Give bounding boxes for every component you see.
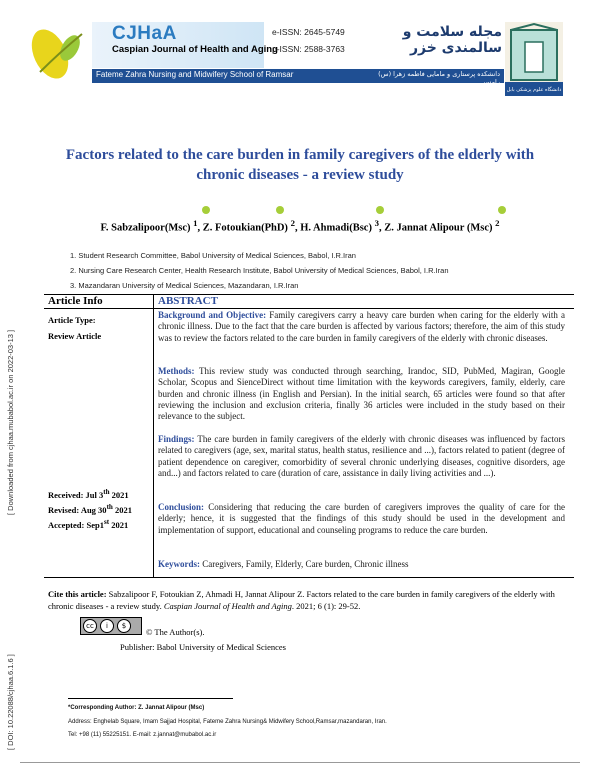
- doi-stamp[interactable]: [ DOI: 10.22088/cjhaa.6.1.6 ]: [6, 654, 15, 750]
- author-name: H. Ahmadi(Bsc): [300, 222, 372, 234]
- article-title: [60, 145, 540, 185]
- eissn: e-ISSN: 2645-5749: [272, 27, 345, 37]
- citation: Cite this article: Sabzalipoor F, Fotoukian Z, Ahmadi H, Jannat Alipour Z. Factors related to the care burden in family caregivers of the elderly with chronic diseases - a review study. Caspian Journal of Health and Aging. 2021; 6 (1): 29-52.: [48, 589, 555, 611]
- author-affiliation: 2: [495, 218, 500, 228]
- copyright: © The Author(s).: [146, 627, 205, 637]
- abstract-methods: Methods: This review study was conducted through searching, Irandoc, SID, PubMed, Magiran, Google Scholar, Scopus and SienceDirect without time limitation with the keywords caregivers, family, elderly, care burden and chronic illness (in English and Persian). In the initial search, 65 articles were found so that after reviewing the inclusion and exclusion criteria, finally 36 articles were included in the study based on their relevance to the subject.: [158, 366, 565, 422]
- article-info-heading: Article Info: [48, 295, 103, 307]
- corresponding-author: *Corresponding Author: Z. Jannat Alipour (Msc): [68, 705, 205, 711]
- pissn: p-ISSN: 2588-3763: [272, 44, 345, 54]
- abstract-keywords: Keywords: Caregivers, Family, Elderly, Care burden, Chronic illness: [158, 559, 409, 569]
- divider: [44, 294, 574, 295]
- affiliation: 1. Student Research Committee, Babol University of Medical Sciences, Babol, I.R.Iran: [70, 251, 356, 260]
- leaf-logo-icon: [30, 22, 90, 80]
- abstract-background: Background and Objective: Family caregivers carry a heavy care burden when caring for the elderly with a chronic illness. Due to the fact that the care burden is affected by various factors; therefore, the aim of this study was to review the factors related to the care burden in family caregivers of the elderly with chronic diseases.: [158, 310, 566, 343]
- footnote-rule: [68, 698, 233, 699]
- school-bar-persian: دانشکده پرستاری و مامایی فاطمه زهرا (س) رامسر: [378, 70, 500, 86]
- orcid-icon[interactable]: [202, 206, 210, 214]
- author-name: Z. Fotoukian(PhD): [202, 222, 288, 234]
- article-type-value: Review Article: [48, 331, 102, 341]
- school-bar-text: Fateme Zahra Nursing and Midwifery School of Ramsar: [96, 70, 294, 79]
- author-name: Z. Jannat Alipour (Msc): [384, 222, 493, 234]
- footnote-address: Address: Enghelab Square, Imam Sajjad Hospital, Fateme Zahra Nursing& Midwifery School,Ramsar,mazandaran, Iran.: [68, 719, 387, 725]
- article-type-label: Article Type:: [48, 315, 96, 325]
- nc-icon: $: [117, 619, 131, 633]
- university-emblem-icon: [505, 22, 563, 96]
- orcid-icon[interactable]: [498, 206, 506, 214]
- journal-name: Caspian Journal of Health and Aging: [112, 44, 278, 55]
- download-stamp: [ Downloaded from cjhaa.mubabol.ac.ir on 2022-03-13 ]: [6, 329, 15, 515]
- author-affiliation: 2: [290, 218, 295, 228]
- by-icon: i: [100, 619, 114, 633]
- divider: [44, 308, 574, 309]
- journal-logo: CJHaA: [112, 23, 177, 44]
- abstract-conclusion: Conclusion: Considering that reducing the care burden of caregivers improves the quality of care for the elderly; hence, it is suggested that the findings of this study should be used in the development and implementation of support, educational and counseling programs to reduce the care burden.: [158, 502, 565, 535]
- orcid-icon[interactable]: [276, 206, 284, 214]
- cc-license-badge[interactable]: [80, 617, 142, 635]
- accepted-date: Accepted: Sep1st 2021: [48, 518, 129, 530]
- title-line-2: chronic diseases - a review study: [196, 167, 404, 183]
- title-line-1: Factors related to the care burden in family caregivers of the elderly with: [65, 147, 535, 163]
- revised-date: Revised: Aug 30th 2021: [48, 503, 132, 515]
- affiliation: 2. Nursing Care Research Center, Health Research Institute, Babol University of Medical Sciences, Babol, I.R.Iran: [70, 266, 449, 275]
- publisher: Publisher: Babol University of Medical Sciences: [120, 642, 286, 652]
- abstract-findings: Findings: The care burden in family caregivers of the elderly with chronic diseases was influenced by factors related to caregivers (age, sex, marital status, health status, resilience and ...), factors related to patient (degree of patient dependence on caregiver, comorbidity of several chronic underlying diseases, cognitive disorders, age and...) and factors related to care (duration of care, assistance in daily living activities and ...).: [158, 434, 565, 478]
- emblem-caption: دانشگاه علوم پزشکی بابل: [506, 87, 562, 93]
- orcid-icon[interactable]: [376, 206, 384, 214]
- affiliation: 3. Mazandaran University of Medical Sciences, Mazandaran, I.R.Iran: [70, 281, 299, 290]
- cc-icon: cc: [83, 619, 97, 633]
- divider: [44, 577, 574, 578]
- author-affiliation: 3: [374, 218, 379, 228]
- received-date: Received: Jul 3th 2021: [48, 488, 129, 500]
- abstract-heading: ABSTRACT: [158, 295, 218, 307]
- author-affiliation: 1: [193, 218, 198, 228]
- column-divider: [153, 294, 154, 577]
- footnote-contact: Tel: +98 (11) 55225151. E-mail: z.jannat@mubabol.ac.ir: [68, 732, 217, 738]
- author-list: F. Sabzalipoor(Msc) $^1$, Z. Fotoukian(PhD) $^2$, H. Ahmadi(Bsc) $^3$, Z. Jannat Alipour (Msc) $^2$: [100, 218, 500, 234]
- page-bottom-rule: [20, 762, 580, 763]
- persian-journal-title: مجله سلامت و سالمندی خزر: [402, 24, 502, 56]
- author-name: F. Sabzalipoor(Msc): [100, 222, 191, 234]
